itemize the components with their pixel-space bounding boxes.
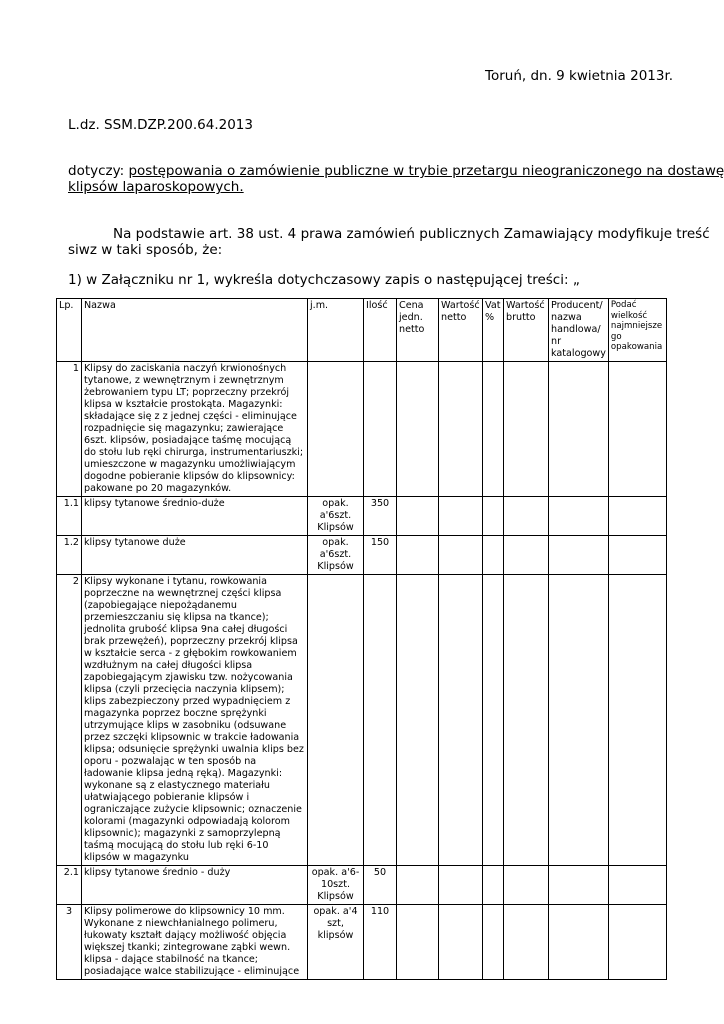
row-qty xyxy=(364,575,397,866)
subject-line-2: klipsów laparoskopowych. xyxy=(68,179,244,195)
subject xyxy=(68,163,724,179)
place-date: Toruń, dn. 9 kwietnia 2013r. xyxy=(485,68,674,84)
table-row xyxy=(57,866,667,905)
row-qty xyxy=(364,362,397,497)
row-name: Klipsy do zaciskania naczyń krwionośnych tytanowe, z wewnętrznym i zewnętrznym żebrowaniem typu LT; poprzeczny przekrój klipsa w kształcie prostokąta. Magazynki: składające się z z jednej części - eliminujące rozpadnięcie się magazynku; zawierające 6szt. klipsów, posiadające taśmę mocującą do stołu lub ręki chirurga, instrumentariuszki; umieszczone w magazynku umożliwiającym dogodne pobieranie klipsów do klipsownicy: pakowane po 20 magazynków. xyxy=(82,362,308,497)
subject-line-1: postępowania o zamówienie publiczne w trybie przetargu nieograniczonego na dostawę xyxy=(128,163,724,179)
row-name: Klipsy wykonane i tytanu, rowkowania poprzeczne na wewnętrznej części klipsa (zapobiegające niepożądanemu przemieszczaniu się klipsa na tkance); jednolita grubość klipsa 9na całej długości brak przewężeń), poprzeczny przekrój klipsa w kształcie serca - z głębokim rowkowaniem wzdłużnym na całej długości klipsa zapobiegającym zjawisku tzw. nożycowania klipsa (czyli przecięcia naczynia klipsem); klips zabezpieczony przed wypadnięciem z magazynka poprzez boczne sprężynki utrzymujące klips w zasobniku (odsuwane przez szczęki klipsownic w trakcie ładowania klipsa; odsunięcie sprężynki uwalnia klips bez oporu - pozwalając w ten sposób na ładowanie klipsa jedną ręką). Magazynki: wykonane są z elastycznego materiału ułatwiającego pobieranie klipsów i ograniczające zużycie klipsownic; oznaczenie kolorami (magazynki odpowiadają kolorom klipsownic); magazynki z samoprzylepną taśmą mocującą do stołu lub ręki 6-10 klipsów w magazynku xyxy=(82,575,308,866)
header-qty: Ilość xyxy=(364,299,397,362)
row-lp: 2.1 xyxy=(57,866,82,905)
row-qty: 350 xyxy=(364,497,397,536)
row-lp: 3 xyxy=(57,905,82,980)
specification-table xyxy=(56,298,667,980)
header-unit-price: Cena jedn. netto xyxy=(397,299,439,362)
row-name: klipsy tytanowe średnio - duży xyxy=(82,866,308,905)
header-lp: Lp. xyxy=(57,299,82,362)
row-qty: 110 xyxy=(364,905,397,980)
row-lp: 1 xyxy=(57,362,82,497)
row-qty: 150 xyxy=(364,536,397,575)
table-row xyxy=(57,497,667,536)
subject-prefix: dotyczy: xyxy=(68,163,129,179)
row-qty: 50 xyxy=(364,866,397,905)
paragraph-line-1: Na podstawie art. 38 ust. 4 prawa zamówień publicznych Zamawiający modyfikuje treść xyxy=(113,226,710,242)
header-name: Nazwa xyxy=(82,299,308,362)
table-row xyxy=(57,362,667,497)
row-jm: opak. a'4 szt, klipsów xyxy=(308,905,364,980)
row-lp: 1.1 xyxy=(57,497,82,536)
table-header-row xyxy=(57,299,667,362)
row-lp: 2 xyxy=(57,575,82,866)
table-row xyxy=(57,536,667,575)
header-producer: Producent/ nazwa handlowa/ nr katalogowy xyxy=(549,299,609,362)
row-name: Klipsy polimerowe do klipsownicy 10 mm. Wykonane z niewchłanialnego polimeru, łukowaty kształt dający możliwość objęcia większej tkanki; zintegrowane ząbki wewn. klipsa - dające stabilność na tkance; posiadające walce stabilizujące - eliminujące xyxy=(82,905,308,980)
header-jm: j.m. xyxy=(308,299,364,362)
row-name: klipsy tytanowe średnio-duże xyxy=(82,497,308,536)
header-vat: Vat % xyxy=(483,299,504,362)
paragraph-line-2: siwz w taki sposób, że: xyxy=(68,242,223,258)
table-row xyxy=(57,905,667,980)
row-jm: opak. a'6-10szt. Klipsów xyxy=(308,866,364,905)
row-jm xyxy=(308,575,364,866)
row-jm: opak. a'6szt. Klipsów xyxy=(308,497,364,536)
row-jm xyxy=(308,362,364,497)
point-1: 1) w Załączniku nr 1, wykreśla dotychczasowy zapis o następującej treści: „ xyxy=(68,272,580,288)
header-net-value: Wartość netto xyxy=(439,299,483,362)
table-row xyxy=(57,575,667,866)
reference-number: L.dz. SSM.DZP.200.64.2013 xyxy=(68,117,253,133)
header-pack-size: Podać wielkość najmniejsze go opakowania xyxy=(608,299,666,362)
row-lp: 1.2 xyxy=(57,536,82,575)
header-gross-value: Wartość brutto xyxy=(504,299,549,362)
row-jm: opak. a'6szt. Klipsów xyxy=(308,536,364,575)
row-name: klipsy tytanowe duże xyxy=(82,536,308,575)
